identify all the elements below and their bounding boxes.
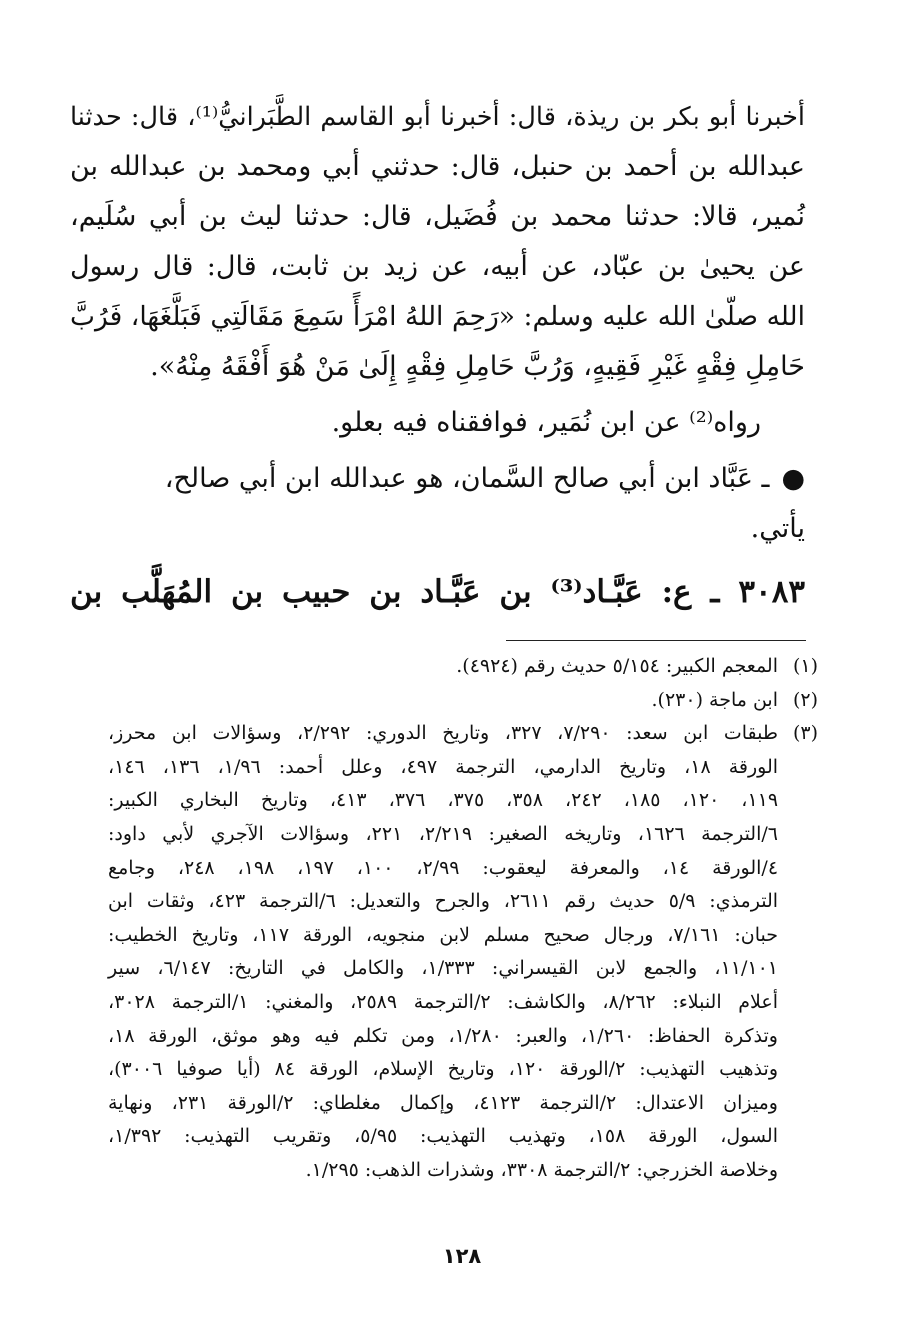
- footnote-2: [108, 684, 818, 718]
- bullet-text: ـ عَبَّاد ابن أبي صالح السَّمان، هو عبدالله ابن أبي صالح،: [164, 463, 770, 494]
- footnote-line: وتذهيب التهذيب: ٢/الورقة ١٢٠، وتاريخ الإسلام، الورقة ٨٤ (أيا صوفيا ٣٠٠٦)،: [108, 1058, 778, 1081]
- footnote-line: الورقة ١٨، وتاريخ الدارمي، الترجمة ٤٩٧، وعلل أحمد: ١/٩٦، ١٣٦، ١٤٦،: [108, 755, 779, 778]
- footnote-line: المعجم الكبير: ٥/١٥٤ حديث رقم (٤٩٢٤).: [456, 655, 778, 677]
- footnote-line: وميزان الاعتدال: ٢/الترجمة ٤١٢٣، وإكمال مغلطاي: ٢/الورقة ٢٣١، ونهاية: [108, 1091, 778, 1114]
- text-line: أخبرنا أبو بكر بن ريذة، قال: أخبرنا أبو القاسم الطَّبَرانيُّ⁽¹⁾، قال: حدثنا: [70, 102, 805, 132]
- page-number: ١٢٨: [442, 1244, 482, 1268]
- riwaya-line: رواه⁽²⁾ عن ابن نُمَير، فوافقناه فيه بعلو.: [331, 407, 761, 438]
- footnote-line: ١١٩، ١٢٠، ١٨٥، ٢٤٢، ٣٥٨، ٣٧٥، ٣٧٦، ٤١٣، وتاريخ البخاري الكبير:: [108, 789, 779, 812]
- bullet-entry: [70, 454, 805, 504]
- footnotes: [108, 650, 818, 1188]
- footnote-1: [108, 650, 818, 684]
- footnote-line: وخلاصة الخزرجي: ٢/الترجمة ٣٣٠٨، وشذرات الذهب: ١/٢٩٥.: [305, 1158, 778, 1181]
- footnote-3: [108, 717, 818, 1187]
- footnote-divider: [506, 640, 806, 641]
- footnote-number: (٢): [792, 688, 818, 711]
- text-line: نُمير، قالا: حدثنا محمد بن فُضَيل، قال: حدثنا ليث بن أبي سُلَيم،: [70, 201, 805, 232]
- footnote-line: حبان: ٧/١٦١، ورجال صحيح مسلم لابن منجويه، الورقة ١١٧، وتاريخ الخطيب:: [108, 923, 778, 946]
- footnote-line: الترمذي: ٥/٩ حديث رقم ٢٦١١، والجرح والتعديل: ٦/الترجمة ٤٢٣، وثقات ابن: [108, 890, 779, 913]
- footnote-line: ١١/١٠١، والجمع لابن القيسراني: ١/٣٣٣، والكامل في التاريخ: ٦/١٤٧، سير: [108, 957, 779, 980]
- text-line: عبدالله بن أحمد بن حنبل، قال: حدثني أبي ومحمد بن عبدالله بن: [70, 151, 805, 182]
- footnote-number: (٣): [792, 722, 818, 745]
- bullet-continuation: يأتي.: [750, 513, 805, 544]
- footnote-number: (١): [792, 655, 818, 677]
- text-line: حَامِلِ فِقْهٍ غَيْرِ فَقِيهٍ، وَرُبَّ حَامِلِ فِقْهٍ إِلَىٰ مَنْ هُوَ أَفْقَهُ مِنْهُ».: [150, 351, 805, 382]
- text-line: الله صلّىٰ الله عليه وسلم: «رَحِمَ اللهُ امْرَأً سَمِعَ مَقَالَتِي فَبَلَّغَهَا، فَرُبَّ: [70, 301, 805, 332]
- footnote-line: وتذكرة الحفاظ: ١/٢٦٠، والعبر: ١/٢٨٠، ومن تكلم فيه وهو موثق، الورقة ١٨،: [108, 1024, 778, 1047]
- entry-heading: ٣٠٨٣ ـ ع: عَبَّـاد⁽³⁾ بن عَبَّـاد بن حبيب بن المُهَلَّب بن: [70, 574, 805, 610]
- bullet-icon: ●: [781, 463, 805, 494]
- footnote-line: طبقات ابن سعد: ٧/٢٩٠، ٣٢٧، وتاريخ الدوري: ٢/٢٩٢، وسؤالات ابن محرز،: [108, 722, 778, 745]
- footnote-line: ٤/الورقة ١٤، والمعرفة ليعقوب: ٢/٩٩، ١٠٠، ١٩٧، ١٩٨، ٢٤٨، وجامع: [108, 856, 779, 879]
- footnote-line: السول، الورقة ١٥٨، وتهذيب التهذيب: ٥/٩٥، وتقريب التهذيب: ١/٣٩٢،: [108, 1125, 778, 1148]
- text-line: عن يحيىٰ بن عبّاد، عن أبيه، عن زيد بن ثابت، قال: قال رسول: [70, 251, 805, 282]
- footnote-line: أعلام النبلاء: ٨/٢٦٢، والكاشف: ٢/الترجمة ٢٥٨٩، والمغني: ١/الترجمة ٣٠٢٨،: [108, 990, 778, 1013]
- footnote-line: ابن ماجة (٢٣٠).: [651, 688, 778, 711]
- footnote-line: ٦/الترجمة ١٦٢٦، وتاريخه الصغير: ٢/٢١٩، ٢٢١، وسؤالات الآجري لأبي داود:: [108, 822, 778, 845]
- main-text: [70, 92, 805, 620]
